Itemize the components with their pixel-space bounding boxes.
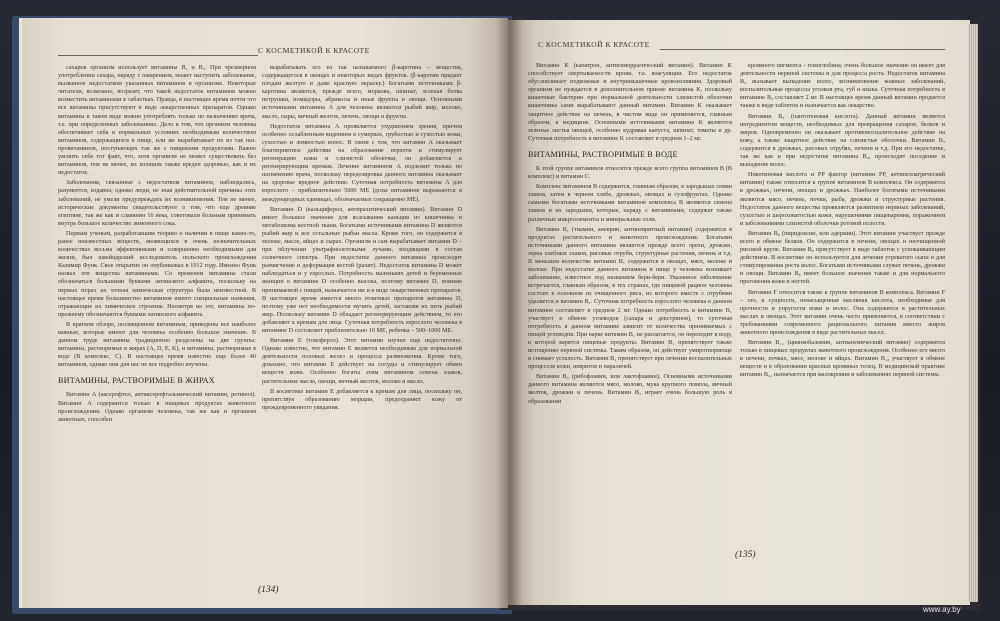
book-spine-shadow — [496, 18, 522, 608]
page-number-left: (134) — [258, 585, 279, 595]
paragraph: Комплекс витаминов B содержится, главным образом, в зародышах семян злаков, затем в черном хлебе, дрожжах, овощах и сухофруктах. Однако самыми богатыми источниками витаминов комплекса B являются семена злаков и их зародыши, которые, наряду с витаминами, содержат также различные микроэлементы и минеральные соли. — [528, 183, 732, 223]
running-head-rule-right — [660, 49, 945, 50]
paragraph: Витамин B₁ (тиамин, аневрин, антиневритный витамин) содержится в продуктах растительного и животного происхождения. Богатыми источниками данного витамина являются прежде всего орехи, дрожжи, зерна хлебных злаков, рисовые отруби, структурные растения, печень и т.д. В меньшем количестве витамин B₁ содержится в овощах, мясе, молоке и молоке. При недостатке данного витамина в пище у человека возникает заболевание, известное под названием бери-бери. Указанное заболевание встречается, главным образом, в тех странах, где пищевой рацион человека состоит в основном из очищенного риса, из которого вместе с отрубями удаляется и витамин B₁. Суточная потребность взрослого человека в данном витамине составляет в среднем 2 мг. Однако потребность в витамине B₁ участвует в обмене углеводов (сахара и декстринов), то суточная потребность в данном витамине зависит от количества принимаемых с пищей углеводов. При варке витамин B₁ не разлагается, он переходит в воду, в которой варятся пищевые продукты. Витамин B₁ препятствует также истощению нервной системы. Таким образом, он действует умиротворяюще и снимает усталость. Витамин B₁ препятствует при лечении воспалительных процессов кожи, невритов и параличей. — [528, 225, 732, 371]
paragraph: В кратком обзоре, посвященном витаминам, приведены все наиболее важные, которые имеют для человека особенно большое значение. В данном труде витамины традиционно разделены на две группы: витамины, растворимые в жирах (A, D, E, K), и витамины, растворимые в воде (B комплекс, C). В настоящее время известно еще более 40 витаминов, однако они для нас не все подробно изучены. — [58, 320, 256, 369]
paragraph: кровяного пигмента – гемоглобина; очень большое значение он имеет для деятельности нервной системы и для процесса роста. Недостаток витамина B₂ вызывает выпадение волос, возникновение кожных заболеваний, воспалительные процессы уголков рта, губ и языка. Суточная потребность в витамине B₂ составляет 2 мг. В настоящее время данный витамин продается также в виде таблеток и назначается как лекарство. — [740, 62, 945, 110]
paragraph: вырабатывать его из так называемого β-каротина – вещества, содержащегося в овощах и некоторых видах фруктов. (β-каротин придает плодам желтую и даже красную окраску.) Богатыми источниками β-каротина являются, прежде всего, морковь, шпинат, зеленая ботва петрушки, помидоры, абрикосы и иные фрукты и овощи. Основными источниками витамина A для человека являются рыбий жир, молоко, масло, сыры, яичный желток, печень, овощи и фрукты. — [262, 64, 462, 120]
paragraph: Витамин K (капатрон, антигеморрагический витамин). Витамин K способствует свертываемости крови, т.е. коагуляции. Его недостаток обусловливает подкожные и внутримышечные кровоизлияния. Здоровый организм не нуждается в дополнительном приеме витамина K, поскольку кишечные бактерии при нормальной деятельности слизистой оболочки кишечника сами вырабатывают данный витамин. Витамин K оказывает защитное действие на печень, в чистом виде он применяется, главным образом, в медицине. Основными источниками витамина K являются зеленые листья овощей, особенно кудрявая капуста, шпинат, томаты и др. Суточная потребность в витамине K составляет в среднем 1–2 мг. — [528, 62, 732, 142]
paragraph: Витамин D (кальциферол, антирахитический витамин). Витамин D имеет большое значение для всасывания кальция из кишечника и метаболизма костной ткани. Богатыми источниками витамина D являются рыбий жир и все остальные рыбьи масла. Кроме того, он содержится в молоке, масле, яйцах и сырах. Организм и сам вырабатывает витамин D – при облучении ультрафиолетовыми лучами, входящими в состав солнечного спектра. При недостатке данного витамина происходит размягчение и деформация костей (рахит). Недостаток витамина D может наблюдаться и у взрослых. Потребность маленьких детей и беременных женщин в витамине D особенно высока, поэтому витамин D, помимо принимаемой с пищей, назначается им и в виде лекарственных препаратов. В настоящее время имеется много отличных препаратов витамина D, поэтому уже нет необходимости мучить детей, заставляя их пить рыбий жир. Поскольку витамин D обладает регенерирующим действием, то его добавляют к кремам для лица. Суточная потребность взрослого человека в витамине D составляет приблизительно 10 МЕ, ребенка – 500–1000 МЕ. — [262, 205, 462, 334]
section-heading: ВИТАМИНЫ, РАСТВОРИМЫЕ В ЖИРАХ — [58, 376, 215, 386]
section-heading: ВИТАМИНЫ, РАСТВОРИМЫЕ В ВОДЕ — [528, 149, 678, 159]
paragraph: Заболевания, связанные с недостатком витаминов, наблюдались, разумеется, издавна; однако люди, не зная действительной причины этих заболеваний, не умели предупреждать их возникновения. Тем не менее, исторические документы свидетельствуют о том, что еще древние египтяне, так же как и славянин 16 века, советовали больным принимать внутрь большое количество лимонного сока. — [58, 179, 256, 227]
paragraph: В косметике витамин E добавляется к кремам для лица, поскольку он, препятствуя образованию морщин, предохраняет кожу от преждевременного увядания. — [262, 387, 462, 411]
paragraph: сахаров организм использует витамины B₁ и B₂. При чрезмерном употреблении сахара, наряду с ожирением, может наступить заболевание, вызванное недостатком указанных витаминов в организме. Некоторые читатели, возможно, возразят, что такой недостаток витаминов можно возместить витаминами в таблетках. Правда, в настоящее время почти что все витамины присутствуют в виде лекарственных препаратов. Однако витамины в таком виде можно употреблять только по назначению врача, т.е. при определенных заболеваниях. Дело в том, что организм человека обеспечивает себя в нормальных условиях необходимым количеством витаминов, содержащихся в пище, или же вырабатывает их из так наз. провитаминов, поступающих так же с пищевыми продуктами. Важно уяснить себе тот факт, что, хотя организм не может существовать без витаминов, тем не менее, их излишек также вреден здоровью, как и их недостаток. — [58, 64, 256, 177]
paragraph: Первым ученым, разработавшим теорию о наличии в пище каких-то, ранее неизвестных веществ, являющихся в очень незначительных количествах весьма эффективными и совершенно необходимыми для жизни, был швейцарский исследователь польского происхождения Казимир Функ. Свое открытие он опубликовал в 1912 году. Именно Функ назвал эти вещества витаминами. Со временем витамины стали обозначаться большими буквами латинского алфавита, поскольку на первых порах их точная химическая структура была неизвестной. В настоящее время большинство витаминов имеют специальные названия, отражающие их химическое строение. Несмотря на это, витамины по-прежнему обозначаются буквами латинского алфавита. — [58, 229, 256, 318]
paragraph: Витамин E (токоферол). Этот витамин изучен еще недостаточно. Однако известно, что витамин E является необходимым для нормальной деятельности половых желез и процесса размножения. Кроме того, доказано, что витамин E действует на сосуды и стимулирует обмен веществ кожи. Особенно богаты этим витамином семена злаков, растительные масла, овощи, яичный желток, молоко и масло. — [262, 337, 462, 385]
left-page-column-1 — [58, 64, 256, 560]
left-page-column-2 — [262, 64, 462, 560]
running-head-rule-left — [58, 55, 258, 56]
paragraph: Витамин B₂ (рибофлавин, или лактофлавин). Основными источниками данного витамина являются мясо, молоко, мука крупного помола, яичный желток, дрожжи и печень. Витамин B₂ играет очень большую роль в образовании — [528, 373, 732, 405]
paragraph: К этой группе витаминов относятся прежде всего группа витаминов B (B комплекс) и витамин C. — [528, 164, 732, 181]
running-head-left: С КОСМЕТИКОЙ К КРАСОТЕ — [258, 46, 370, 55]
paragraph: Витамин F относится также к группе витаминов B комплекса. Витамин F – это, в сущности, ненасыщенная масляная кислота, необходимая для прочности и упругости кожи и волос. Она содержится в растительных маслах и овощах. Этот витамин очень часто применяется, в соответствии с требованиями современного рационального питания вместо жиров животного происхождения в виде растительных масел. — [740, 288, 945, 336]
paragraph: Никотиновая кислота и PP фактор (витамин PP, антипеллагрический витамин) также относится к группе витаминов B комплекса. Он содержится в дрожжах, печени, овощах и дрожжах. Наиболее богатыми источниками являются мясо, печень, почки, рыба, дрожжи и структурные растения. Недостаток данного вещества проявляется развитием нервных заболеваний, сухостью и шероховатостью кожи, нарушениями пищеварения, поражением и заболеваниями слизистой оболочки ротовой полости. — [740, 171, 945, 227]
paragraph: Витамин B₁₂ (цианкобаламин, антианемический витамин) содержится только в пищевых продуктах животного происхождения. Особенно его много в печени, почках, мясе, молоке и яйцах. Витамин B₁₂ участвует в обмене веществ и в образовании красных кровяных телец. В медицинской практике витамин B₁₂ назначается при малокровии и заболеваниях нервной системы. — [740, 339, 945, 379]
paragraph: Витамин B₆ (пиридоксин, или адермин). Этот витамин участвует прежде всего в обмене белков. Он содержится в печени, овощах и неочищенной рисовой крупе. Витамин B₆ присутствует в виде таблеток с успокаивающим действием. В косметике он используется для лечения угреватого сыпи и для стимулирования роста волос. Богатыми источниками служат печень, дрожжи и овощи. Витамин B₆ имеет большое значение также и для нормального проговения кожи и ногтей. — [740, 229, 945, 286]
paragraph: Витамин B₃ (пантотеновая кислота). Данный витамин является ингредиентом веществ, необходимых для превращения сахаров, белков и жиров. Одновременно он оказывает противовоспалительное действие на кожу, а также защитное действие на слизистые оболочки. Витамин B₃ содержится в дрожжах, рисовых отрубях, печени и т.д. При его недостатке, так же как и при недостатке витамина B₂, происходит поседение и выпадение волос. — [740, 112, 945, 169]
paragraph: Витамин A (аксерофтол, антиксерофтальмический витамин, ретинол). Витамин A содержится только в пищевых продуктах животного происхождения. Однако организм человека, так же как и организм животных, способен — [58, 391, 256, 423]
right-page-column-2 — [740, 62, 945, 550]
running-head-right: С КОСМЕТИКОЙ К КРАСОТЕ — [538, 40, 650, 49]
watermark: www.ay.by — [923, 605, 961, 614]
paragraph: Недостаток витамина A проявляется ухудшением зрения, причем особенно ослабленным видением в сумерках, грубостью и сухостью кожи, сухостью и ломкостью волос. В связи с тем, что витамин A оказывает благоприятное действие на образование перхоти и стимулирует регенерацию кожи и слизистой оболочки, он добавляется к регенерирующим кремам. Лечение витамином A подлежит только по назначению врача, поскольку передозировка данного витамина оказывает на здоровье вредное действие. Суточная потребность витамина A для взрослого – приблизительно 5000 МЕ (дозы витаминов выражаются в международных единицах, обозначаемых сокращенно МЕ). — [262, 122, 462, 203]
page-number-right: (135) — [735, 550, 756, 560]
page-edges — [968, 24, 978, 602]
right-page-column-1 — [528, 62, 732, 550]
